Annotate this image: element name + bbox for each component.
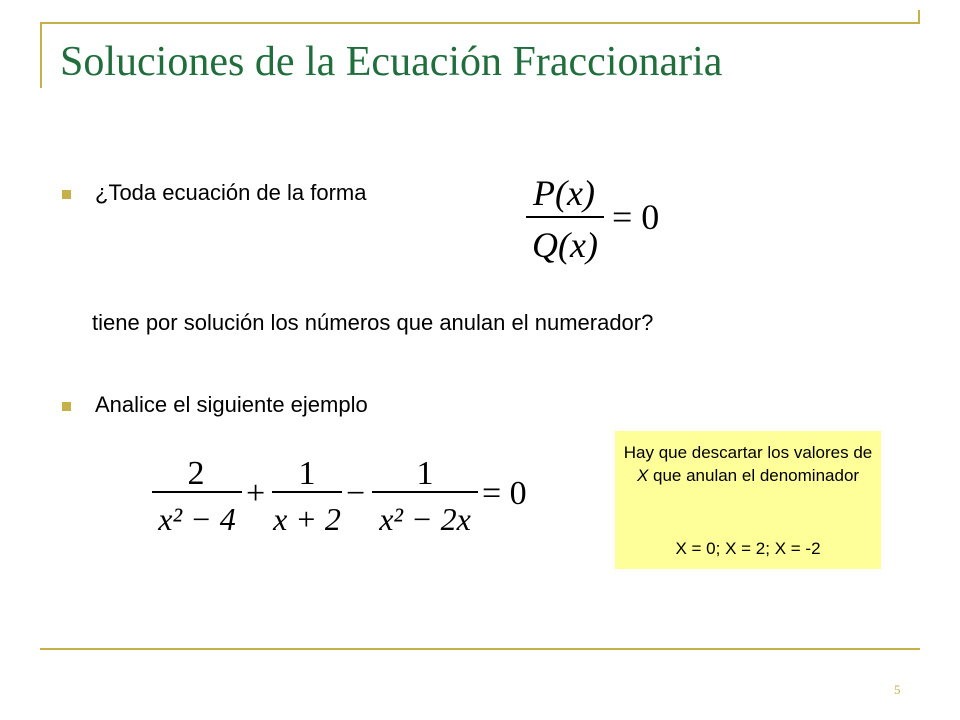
bullet-text-1-continuation: tiene por solución los números que anulan el numerador? [92,310,654,335]
formula-example-equation [150,448,540,548]
frame-left-rule [40,22,42,88]
slide-title: Soluciones de la Ecuación Fraccionaria [60,39,723,85]
note-text [615,441,881,487]
note-box [615,431,881,569]
bullet-marker-1 [62,190,71,199]
formula1-numerator: P(x) [533,173,595,213]
term1-numerator: 2 [187,455,205,492]
frame-top-rule [40,22,920,24]
page-number: 5 [894,682,901,697]
term3-denominator: x² − 2x [379,501,471,537]
formula1-rhs: = 0 [612,197,660,237]
term2-numerator: 1 [298,455,316,492]
note-values: X = 0; X = 2; X = -2 [675,539,821,558]
footer-rule [40,648,920,650]
formula-fraction-equation [522,165,682,270]
term3-numerator: 1 [416,455,434,492]
term2-denominator: x + 2 [273,501,341,537]
operator-plus: + [246,475,266,512]
formula1-denominator: Q(x) [532,225,598,265]
bullet-marker-2 [62,402,71,411]
bullet-text-2: Analice el siguiente ejemplo [95,392,368,417]
bullet-text-1: ¿Toda ecuación de la forma [95,180,367,205]
note-text-a: Hay que descartar los valores de [623,443,873,462]
note-text-b: que anulan el denominador [648,466,860,485]
note-variable: X [636,466,649,485]
term1-denominator: x² − 4 [158,501,236,537]
frame-right-tick [918,10,920,24]
formula2-rhs: = 0 [482,475,527,512]
operator-minus: − [346,475,366,512]
